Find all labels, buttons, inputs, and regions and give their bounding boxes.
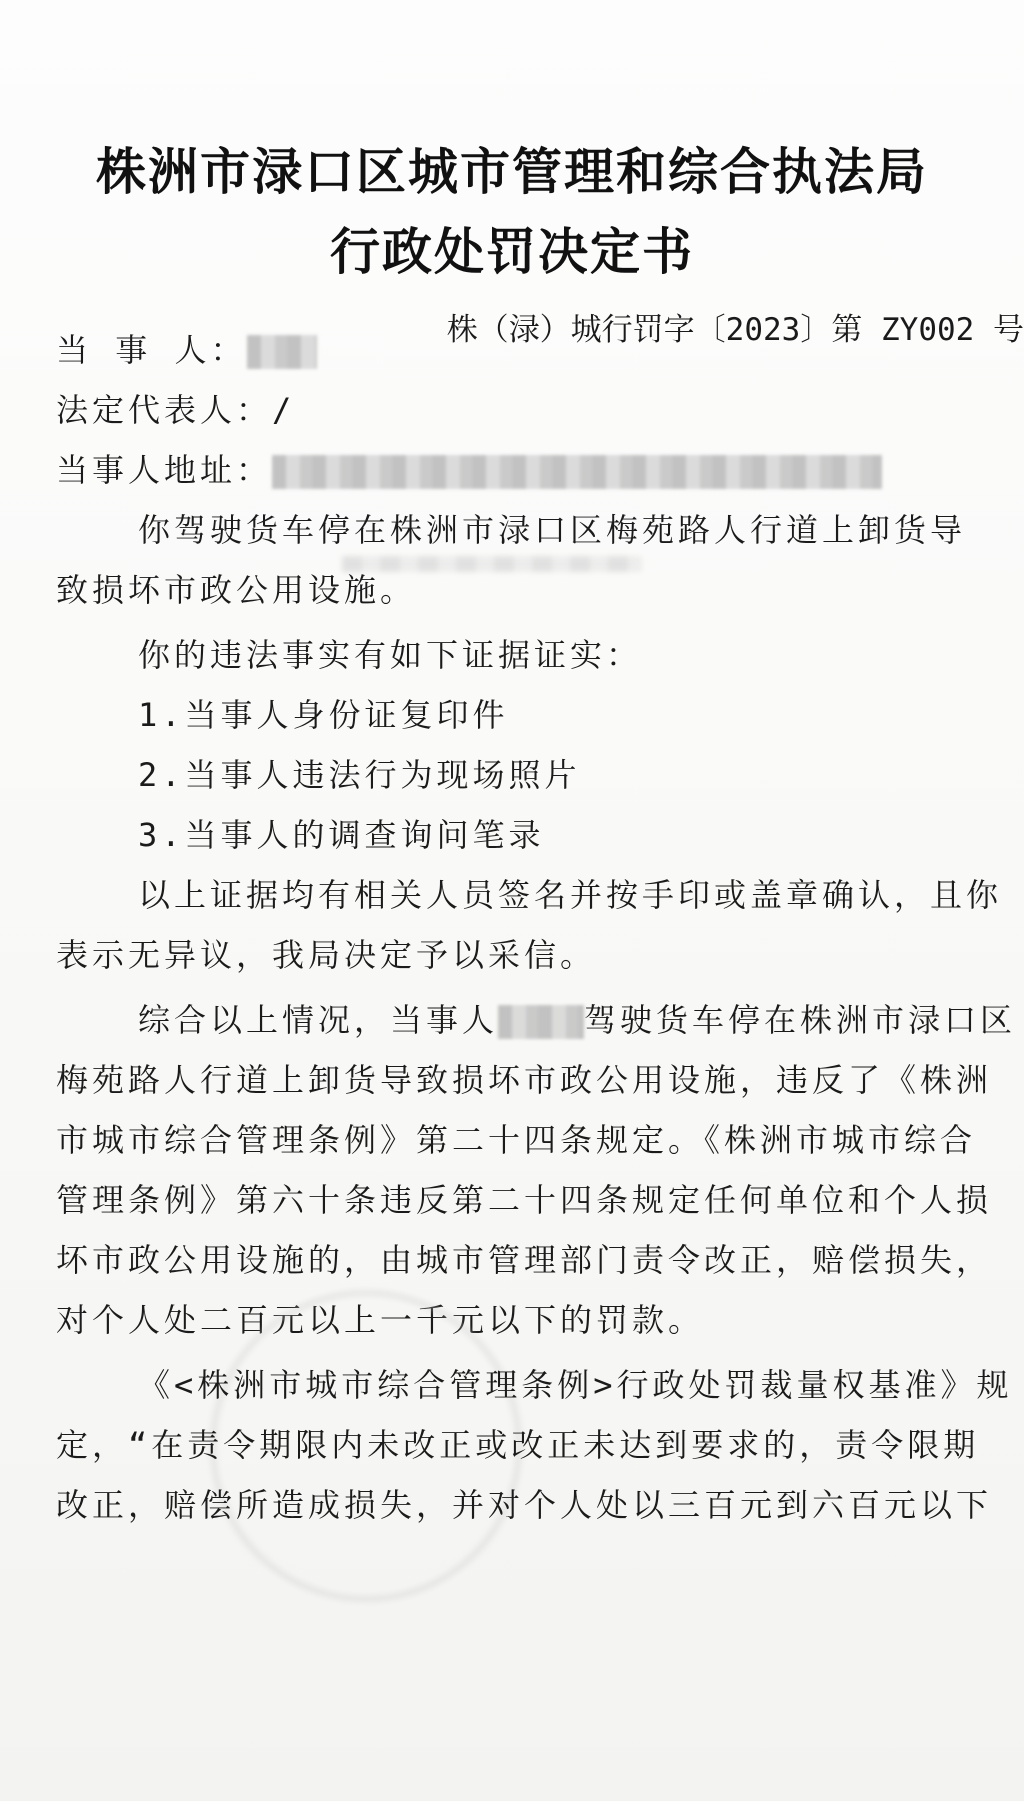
redacted-party-name — [247, 335, 317, 369]
fact-line-1: 你驾驶货车停在株洲市渌口区梅苑路人行道上卸货导 — [138, 511, 967, 549]
evidence-intro: 你的违法事实有如下证据证实： — [138, 636, 643, 674]
redacted-address — [272, 455, 882, 489]
document-number: 株（渌）城行罚字〔2023〕第 ZY002 号 — [446, 312, 1024, 348]
summary-line: 坏市政公用设施的，由城市管理部门责令改正，赔偿损失， — [56, 1241, 993, 1279]
party-label: 当 事 人： — [56, 331, 247, 369]
standard-line: 改正，赔偿所造成损失，并对个人处以三百元到六百元以下 — [56, 1486, 993, 1524]
summary-line: 梅苑路人行道上卸货导致损坏市政公用设施，违反了《株洲 — [56, 1061, 993, 1099]
fact-line-2: 致损坏市政公用设施。 — [56, 571, 417, 609]
address-label: 当事人地址： — [56, 451, 273, 489]
summary-line: 对个人处二百元以上一千元以下的罚款。 — [56, 1301, 705, 1339]
org-title: 株洲市渌口区城市管理和综合执法局 — [96, 142, 928, 201]
legal-rep-value: / — [272, 391, 296, 429]
evidence-item: 3.当事人的调查询问笔录 — [138, 816, 545, 854]
summary-line: 市城市综合管理条例》第二十四条规定。《株洲市城市综合 — [56, 1121, 977, 1159]
evidence-item: 1.当事人身份证复印件 — [138, 696, 509, 734]
redacted-party-name-inline — [498, 1005, 584, 1039]
party-line — [56, 325, 317, 371]
standard-line: 定，“在责令期限内未改正或改正未达到要求的，责令限期 — [56, 1426, 980, 1464]
standard-line-1: 《<株洲市城市综合管理条例>行政处罚裁量权基准》规 — [138, 1366, 1013, 1404]
summary-line-1-end: 驾驶货车停在株洲市渌口区 — [584, 1001, 1017, 1039]
legal-rep-line — [56, 385, 295, 431]
evidence-item: 2.当事人违法行为现场照片 — [138, 756, 581, 794]
legal-rep-label: 法定代表人： — [56, 391, 273, 429]
summary-line-1 — [138, 995, 1016, 1041]
confirm-line-1: 以上证据均有相关人员签名并按手印或盖章确认，且你 — [138, 876, 1003, 914]
confirm-line-2: 表示无异议，我局决定予以采信。 — [56, 936, 597, 974]
document-title: 行政处罚决定书 — [330, 222, 694, 281]
address-line — [56, 445, 882, 491]
summary-line-1-start: 综合以上情况，当事人 — [138, 1001, 499, 1039]
summary-line: 管理条例》第六十条违反第二十四条规定任何单位和个人损 — [56, 1181, 993, 1219]
